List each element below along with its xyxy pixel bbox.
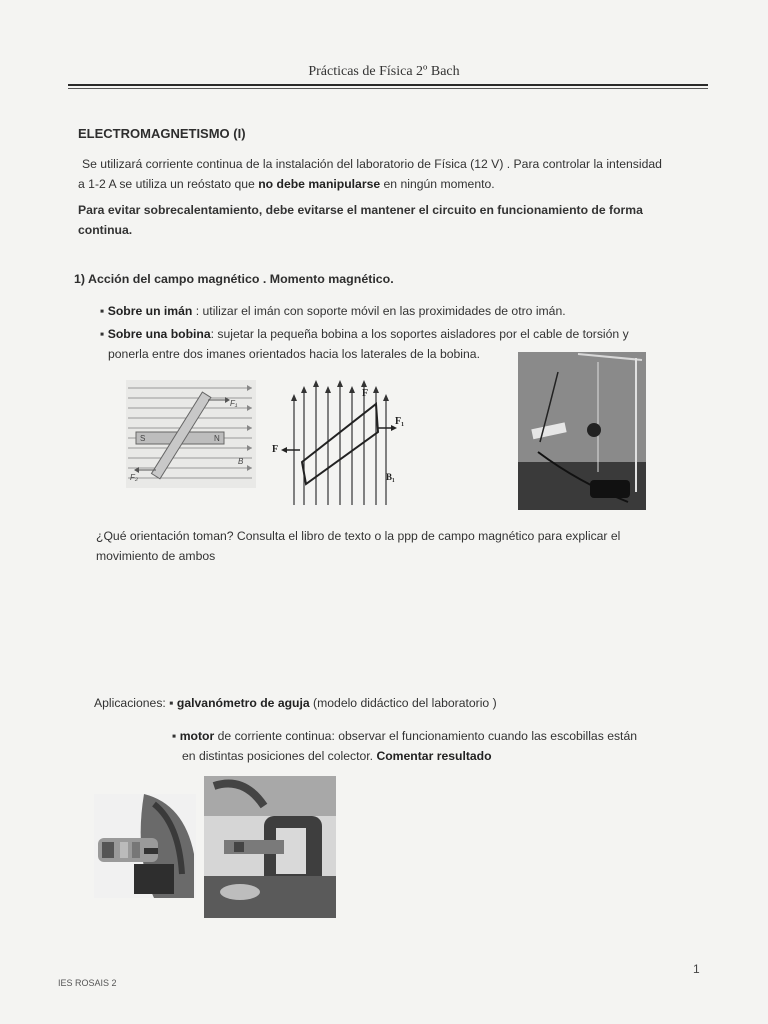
svg-text:F₂: F₂ — [130, 473, 138, 482]
magnet-field-diagram — [126, 380, 256, 488]
svg-text:F₁: F₁ — [230, 399, 238, 408]
question-line-1: ¿Qué orientación toman? Consulta el libro de texto o la ppp de campo magnético para explicar el — [96, 529, 621, 543]
question-line-2: movimiento de ambos — [96, 549, 216, 563]
bullet-marker: ▪ — [100, 327, 108, 341]
intro-emphasis: no debe manipularse — [258, 177, 381, 191]
svg-text:N: N — [214, 434, 220, 443]
bullet-coil: ▪ Sobre una bobina: sujetar la pequeña bobina a los soportes aisladores por el cable de torsión y ponerla entre dos imanes orientados hacia los laterales de la bobina. — [100, 327, 629, 361]
part1-heading: 1) Acción del campo magnético . Momento magnético. — [74, 272, 394, 286]
footer-text: IES ROSAIS 2 — [58, 978, 117, 988]
svg-text:B: B — [238, 457, 244, 466]
svg-text:F: F — [272, 444, 279, 455]
header-rule — [68, 84, 708, 86]
motor-photo-1 — [94, 794, 196, 898]
section-title: ELECTROMAGNETISMO (I) — [78, 126, 246, 141]
svg-text:F: F — [362, 388, 369, 399]
bullet-marker: ▪ — [172, 729, 180, 743]
bullet-magnet: ▪ Sobre un imán : utilizar el imán con soporte móvil en las proximidades de otro imán. — [100, 304, 566, 318]
svg-text:B₁: B₁ — [386, 472, 395, 482]
intro-line-2: a 1-2 A se utiliza un reóstato que no debe manipularse en ningún momento. — [78, 177, 495, 191]
intro-line-1: Se utilizará corriente continua de la instalación del laboratorio de Física (12 V) . Para controlar la intensidad — [82, 157, 662, 171]
applications-label: Aplicaciones: — [94, 696, 166, 710]
applications-line: Aplicaciones: ▪ galvanómetro de aguja (modelo didáctico del laboratorio ) — [94, 696, 497, 710]
warning-line-1: Para evitar sobrecalentamiento, debe evitarse el mantener el circuito en funcionamiento de forma — [78, 203, 643, 217]
svg-text:S: S — [140, 434, 146, 443]
bullet-marker: ▪ — [100, 304, 108, 318]
applications-motor: ▪ motor de corriente continua: observar el funcionamiento cuando las escobillas están en distintas posiciones del colector. Comentar resultado — [172, 729, 638, 763]
page-number: 1 — [693, 962, 700, 976]
warning-paragraph — [78, 200, 718, 240]
field-arrows — [294, 384, 386, 505]
page-header-title: Prácticas de Física 2º Bach — [308, 64, 460, 79]
question-paragraph — [96, 526, 716, 566]
bullet-marker: ▪ — [169, 696, 177, 710]
coil-setup-photo — [518, 352, 646, 510]
motor-photo-2 — [204, 776, 336, 918]
intro-paragraph — [78, 154, 722, 194]
coil-forces-diagram — [266, 380, 412, 510]
warning-line-2: continua. — [78, 223, 133, 237]
header-rule-thin — [68, 88, 708, 89]
svg-text:F₁: F₁ — [395, 416, 405, 427]
